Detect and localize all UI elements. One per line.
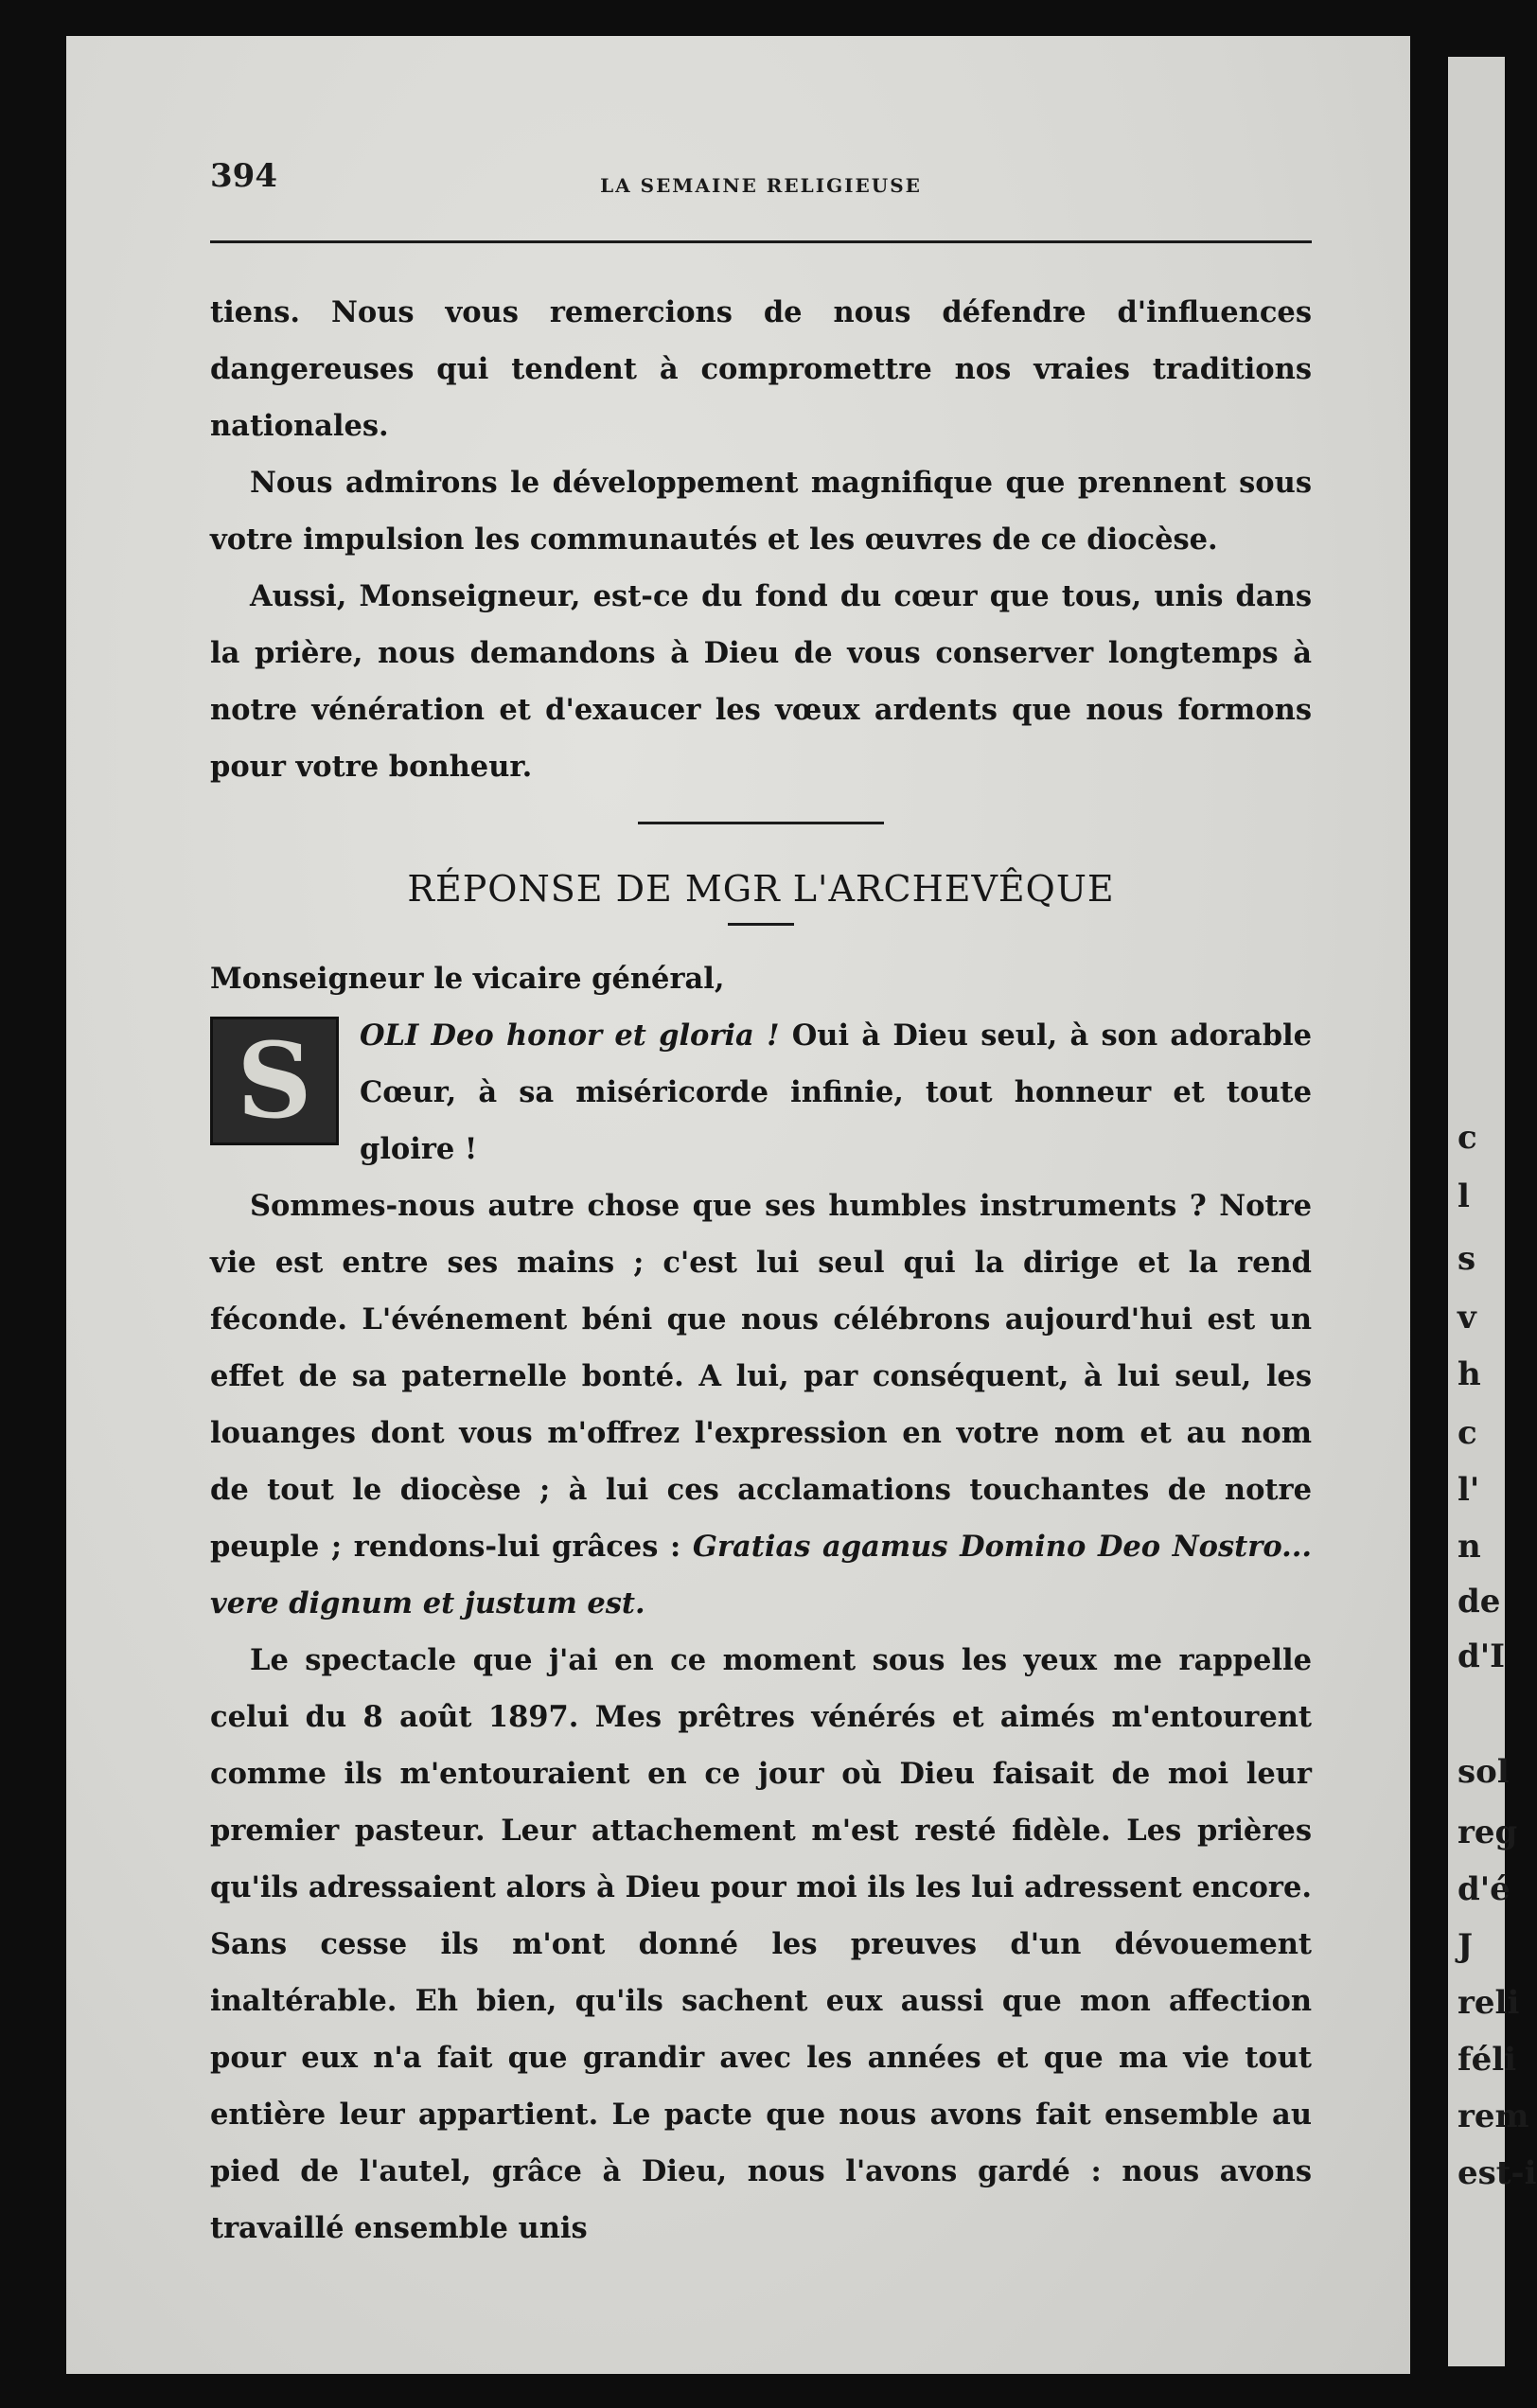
facing-fragment: féli	[1458, 2041, 1517, 2079]
facing-fragment: l'	[1458, 1471, 1480, 1509]
facing-fragment: reg	[1458, 1814, 1518, 1851]
page-number: 394	[210, 157, 277, 195]
running-title: LA SEMAINE RELIGIEUSE	[600, 174, 922, 197]
section-separator	[638, 822, 884, 824]
paragraph: Nous admirons le développement magnifique que prennent sous votre impulsion les communautés et les œuvres de ce diocèse.	[210, 466, 1312, 557]
facing-fragment: s	[1458, 1240, 1476, 1278]
facing-fragment: n	[1458, 1528, 1481, 1566]
facing-fragment: reli	[1458, 1984, 1520, 2022]
paragraph	[210, 1177, 1312, 1632]
opening-paragraph	[210, 1007, 1312, 1177]
salutation: Monseigneur le vicaire général,	[210, 962, 725, 996]
section-title: RÉPONSE DE MGR L'ARCHEVÊQUE	[407, 868, 1115, 910]
facing-fragment: sol	[1458, 1753, 1510, 1791]
facing-fragment: c	[1458, 1119, 1477, 1157]
header-rule	[210, 240, 1312, 243]
facing-fragment: h	[1458, 1355, 1481, 1393]
paragraph: tiens. Nous vous remercions de nous défendre d'influences dangereuses qui tendent à compromettre nos vraies traditions nationales.	[210, 295, 1312, 443]
facing-fragment: l	[1458, 1177, 1470, 1215]
facing-fragment: est-i	[1458, 2154, 1537, 2192]
facing-fragment: de	[1458, 1583, 1501, 1620]
title-underline	[728, 923, 794, 926]
opening-latin: OLI Deo honor et gloria !	[360, 1018, 780, 1053]
facing-fragment: rem	[1458, 2098, 1529, 2135]
latin-quote: Gratias agamus Domino Deo Nostro... vere dignum et justum est.	[210, 1530, 1312, 1620]
paragraph-text: Sommes-nous autre chose que ses humbles instruments ? Notre vie est entre ses mains ; c'est lui seul qui la dirige et la rend féconde. L'événement béni que nous célébrons aujourd'hui est un effet de sa paternelle bonté. A lui, par conséquent, à lui seul, les louanges dont vous m'offrez l'expression en votre nom et au nom de tout le diocèse ; à lui ces acclamations touchantes de notre peuple ; rendons-lui grâces :	[210, 1189, 1312, 1564]
page-header	[210, 157, 1312, 201]
paragraph: Aussi, Monseigneur, est-ce du fond du cœur que tous, unis dans la prière, nous demandons à Dieu de vous conserver longtemps à notre vénération et d'exaucer les vœux ardents que nous formons pour votre bonheur.	[210, 579, 1312, 784]
paragraph: Le spectacle que j'ai en ce moment sous les yeux me rappelle celui du 8 août 1897. Mes prêtres vénérés et aimés m'entourent comme ils m'entouraient en ce jour où Dieu faisait de moi leur premier pasteur. Leur attachement m'est resté fidèle. Les prières qu'ils adressaient alors à Dieu pour moi ils les lui adressent encore. Sans cesse ils m'ont donné les preuves d'un dévouement inaltérable. Eh bien, qu'ils sachent eux aussi que mon affection pour eux n'a fait que grandir avec les années et que ma vie tout entière leur appartient. Le pacte que nous avons fait ensemble au pied de l'autel, grâce à Dieu, nous l'avons gardé : nous avons travaillé ensemble unis	[210, 1643, 1312, 2245]
article-body	[210, 284, 1312, 2257]
facing-fragment: v	[1458, 1299, 1476, 1337]
opening-text: Oui à Dieu seul, à son adorable Cœur, à sa miséricorde infinie, tout honneur et toute gloire !	[360, 1018, 1313, 1166]
dropcap-letter: S	[210, 1017, 339, 1145]
facing-fragment: J	[1458, 1927, 1474, 1965]
facing-fragment: d'é	[1458, 1870, 1510, 1908]
facing-fragment: c	[1458, 1414, 1477, 1452]
facing-fragment: d'I	[1458, 1638, 1506, 1675]
